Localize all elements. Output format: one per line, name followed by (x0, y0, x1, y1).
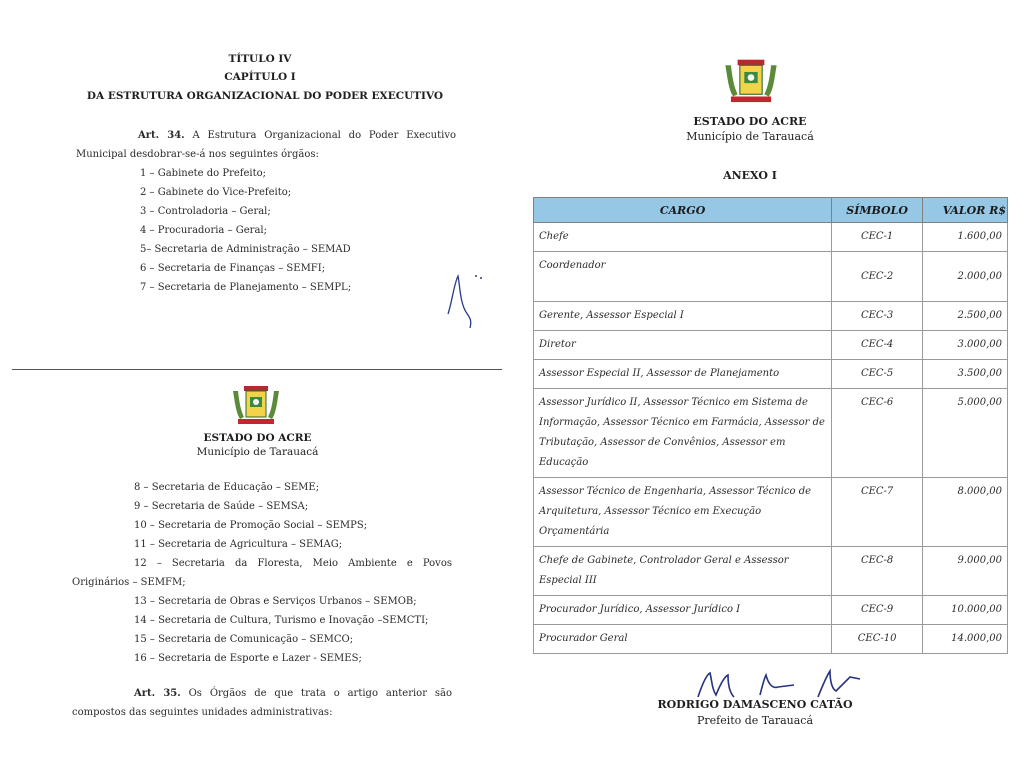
art34-text: A Estrutura Organizacional do Poder Executivo Municipal desdobrar-se-á nos seguintes órgãos: (76, 130, 456, 160)
art35-label: Art. 35. (134, 688, 181, 699)
list-item: 4 – Procuradoria – Geral; (140, 225, 267, 236)
list-item: 3 – Controladoria – Geral; (140, 206, 271, 217)
cell-cargo: Assessor Especial II, Assessor de Planejamento (534, 360, 832, 389)
cell-valor: 2.500,00 (923, 302, 1008, 331)
table-header-row (534, 198, 1008, 223)
list-item: 9 – Secretaria de Saúde – SEMSA; (134, 501, 309, 512)
cell-simbolo: CEC-10 (832, 625, 923, 654)
estado-label: ESTADO DO ACRE (203, 432, 312, 444)
header-cargo: CARGO (534, 198, 832, 223)
art35-paragraph (72, 684, 452, 722)
table-row (534, 252, 1008, 302)
orgaos-list-top (140, 164, 351, 297)
anexo-heading: ANEXO I (723, 169, 777, 182)
art35-text: Os Órgãos de que trata o artigo anterior são compostos das seguintes unidades administrativas: (72, 688, 452, 718)
table-row (534, 478, 1008, 547)
list-item: 6 – Secretaria de Finanças – SEMFI; (140, 263, 326, 274)
cell-valor: 3.000,00 (923, 331, 1008, 360)
cell-simbolo: CEC-8 (832, 547, 923, 596)
list-item: 5– Secretaria de Administração – SEMAD (140, 244, 351, 255)
capitulo-heading: CAPÍTULO I (224, 71, 296, 83)
art34-paragraph (76, 126, 456, 164)
cell-valor: 2.000,00 (923, 252, 1008, 302)
list-item: 10 – Secretaria de Promoção Social – SEMPS; (134, 520, 368, 531)
cell-cargo: Chefe (534, 223, 832, 252)
table-row (534, 596, 1008, 625)
cell-cargo: Assessor Técnico de Engenharia, Assessor Técnico de Arquitetura, Assessor Técnico em Execução Orçamentária (534, 478, 832, 547)
table-row (534, 360, 1008, 389)
cell-valor: 3.500,00 (923, 360, 1008, 389)
cell-simbolo: CEC-2 (832, 252, 923, 302)
list-item: 13 – Secretaria de Obras e Serviços Urbanos – SEMOB; (134, 596, 417, 607)
art34-label: Art. 34. (138, 130, 185, 141)
cell-cargo: Assessor Jurídico II, Assessor Técnico em Sistema de Informação, Assessor Técnico em Farmácia, Assessor de Tributação, Assessor de Convênios, Assessor em Educação (534, 389, 832, 478)
cargos-table (533, 197, 1008, 654)
municipio-label: Município de Tarauacá (196, 446, 319, 458)
cell-simbolo: CEC-5 (832, 360, 923, 389)
cell-cargo: Procurador Jurídico, Assessor Jurídico I (534, 596, 832, 625)
list-item: Originários – SEMFM; (72, 577, 186, 588)
signature-icon (690, 667, 870, 701)
list-item: 15 – Secretaria de Comunicação – SEMCO; (134, 634, 354, 645)
table-row (534, 547, 1008, 596)
table-row (534, 302, 1008, 331)
cell-valor: 8.000,00 (923, 478, 1008, 547)
cell-valor: 10.000,00 (923, 596, 1008, 625)
cell-simbolo: CEC-6 (832, 389, 923, 478)
list-item: 12 – Secretaria da Floresta, Meio Ambiente e Povos (134, 558, 452, 569)
cell-cargo: Chefe de Gabinete, Controlador Geral e Assessor Especial III (534, 547, 832, 596)
cell-valor: 14.000,00 (923, 625, 1008, 654)
estrutura-heading: DA ESTRUTURA ORGANIZACIONAL DO PODER EXECUTIVO (86, 90, 444, 102)
cell-simbolo: CEC-3 (832, 302, 923, 331)
cell-valor: 9.000,00 (923, 547, 1008, 596)
table-row (534, 389, 1008, 478)
cell-simbolo: CEC-4 (832, 331, 923, 360)
list-item: 16 – Secretaria de Esporte e Lazer - SEMES; (134, 653, 362, 664)
header-valor: VALOR R$ (923, 198, 1008, 223)
estado-label: ESTADO DO ACRE (693, 115, 807, 128)
list-item: 14 – Secretaria de Cultura, Turismo e Inovação –SEMCTI; (134, 615, 429, 626)
table-row (534, 223, 1008, 252)
cell-cargo: Procurador Geral (534, 625, 832, 654)
signatory-role: Prefeito de Tarauacá (696, 714, 814, 727)
cell-simbolo: CEC-9 (832, 596, 923, 625)
municipal-crest-icon (230, 383, 282, 429)
list-item: 8 – Secretaria de Educação – SEME; (134, 482, 320, 493)
municipio-label: Município de Tarauacá (686, 130, 814, 143)
cell-cargo: Coordenador (534, 252, 832, 302)
cell-cargo: Gerente, Assessor Especial I (534, 302, 832, 331)
titulo-heading: TÍTULO IV (228, 53, 292, 65)
list-item: 1 – Gabinete do Prefeito; (140, 168, 266, 179)
header-simbolo: SÍMBOLO (832, 198, 923, 223)
initials-scribble-icon (444, 262, 484, 334)
table-row (534, 625, 1008, 654)
cell-valor: 5.000,00 (923, 389, 1008, 478)
table-row (534, 331, 1008, 360)
signatory-name: RODRIGO DAMASCENO CATÃO (657, 698, 853, 711)
cell-simbolo: CEC-7 (832, 478, 923, 547)
cell-cargo: Diretor (534, 331, 832, 360)
municipal-crest-icon (722, 55, 780, 109)
page-divider (12, 369, 502, 370)
orgaos-list-bottom-2 (72, 554, 452, 668)
cell-valor: 1.600,00 (923, 223, 1008, 252)
list-item: 11 – Secretaria de Agricultura – SEMAG; (134, 539, 343, 550)
cell-simbolo: CEC-1 (832, 223, 923, 252)
list-item: 7 – Secretaria de Planejamento – SEMPL; (140, 282, 352, 293)
list-item: 2 – Gabinete do Vice-Prefeito; (140, 187, 292, 198)
orgaos-list-bottom (134, 478, 367, 554)
